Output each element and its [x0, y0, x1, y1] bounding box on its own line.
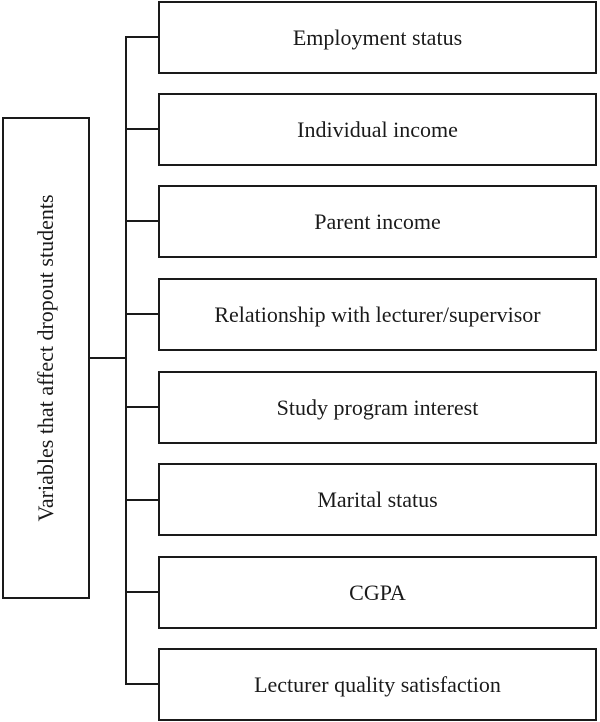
- branch-line-relationship: [125, 313, 158, 315]
- variable-box-individual-income: [158, 93, 597, 166]
- variable-label: Individual income: [297, 116, 458, 142]
- vertical-trunk-line: [125, 36, 127, 684]
- variable-label: Employment status: [292, 24, 463, 50]
- root-variable-label: Variables that affect dropout students: [33, 194, 58, 522]
- variable-label: Marital status: [317, 486, 438, 512]
- branch-line-lecturer-quality: [125, 683, 158, 685]
- variable-box-parent-income: [158, 185, 597, 258]
- variable-box-marital-status: [158, 463, 597, 536]
- variable-box-relationship: [158, 278, 597, 351]
- variable-box-study-program-interest: [158, 371, 597, 444]
- branch-line-individual-income: [125, 128, 158, 130]
- branch-line-cgpa: [125, 591, 158, 593]
- variable-box-cgpa: [158, 556, 597, 629]
- variable-label: Parent income: [314, 208, 441, 234]
- variable-box-employment-status: [158, 1, 597, 74]
- branch-line-employment-status: [125, 36, 158, 38]
- variable-label: CGPA: [349, 579, 406, 605]
- variable-label: Relationship with lecturer/supervisor: [214, 301, 541, 327]
- root-connector-line: [90, 357, 126, 359]
- root-variable-box: [2, 117, 90, 599]
- branch-line-study-program-interest: [125, 406, 158, 408]
- variable-box-lecturer-quality: [158, 648, 597, 721]
- variable-label: Lecturer quality satisfaction: [254, 671, 501, 697]
- variable-label: Study program interest: [276, 394, 479, 420]
- branch-line-marital-status: [125, 499, 158, 501]
- branch-line-parent-income: [125, 220, 158, 222]
